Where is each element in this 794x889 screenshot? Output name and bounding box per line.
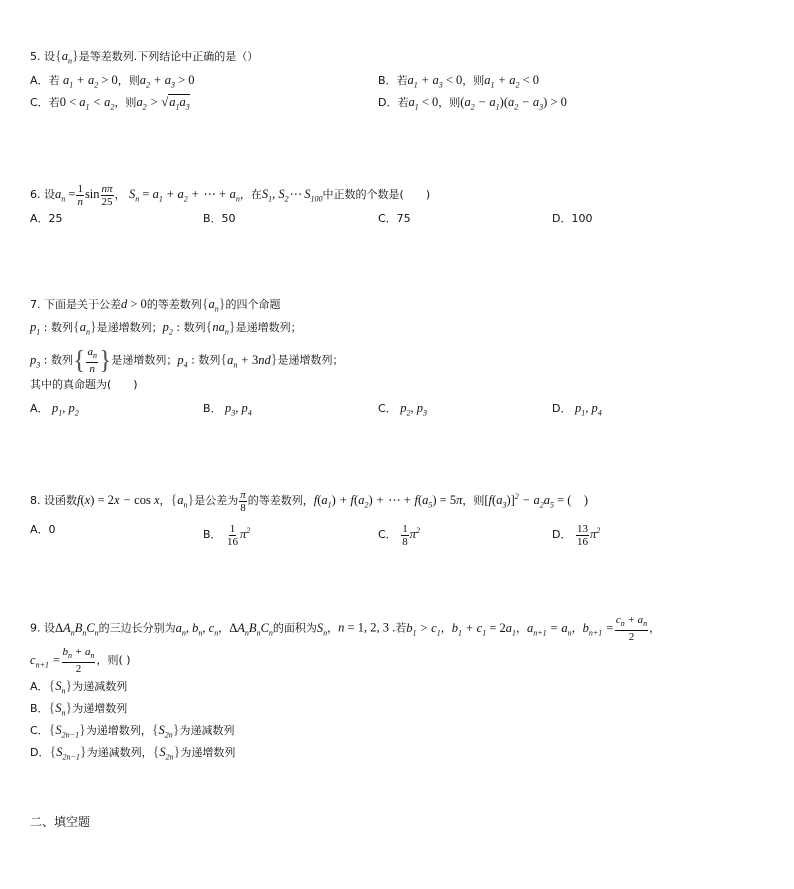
q6-option-b[interactable]: B．50: [203, 212, 236, 225]
q5-option-c[interactable]: C．若$0 < a_1 < a_2$，则$a_2 > √a_1a_3$: [30, 95, 190, 112]
section-heading: 二、填空题: [30, 815, 91, 829]
q7-option-a[interactable]: A． $p_1$, $p_2$: [30, 401, 79, 418]
q6-option-a[interactable]: A．25: [30, 212, 63, 225]
q9-option-a[interactable]: A．$\{S_n\}$为递减数列: [30, 679, 128, 696]
q7-option-b[interactable]: B． $p_3$, $p_4$: [203, 401, 252, 418]
q7-which: 其中的真命题为( ): [30, 378, 138, 391]
q7-p3-p4: $p_3$ : 数列{ $\frac{a_n}{n}$ }是递增数列；$p_4$ : 数列$\{a_n + 3nd\}$是递增数列；: [30, 345, 344, 376]
q8-option-c[interactable]: C． $\frac{1}{8}$ $\pi^2$: [378, 522, 420, 548]
q8-option-d[interactable]: D． $\frac{13}{16}$ $\pi^2$: [552, 522, 601, 548]
q9-stem-line1: 9. 设$\Delta A_nB_nC_n$的三边长分别为$a_n$, $b_n$, $c_n$，$\Delta A_nB_nC_n$的面积为$S_n$，n = 1, 2, 3 .若$b_1 > c_1$，$b_1 + c_1 = 2a_1$，$a_{n+1} = a_n$，$b_{n+1}$ = $\frac{c_n + a_n}{2}$ ，: [30, 614, 661, 644]
q7-option-c[interactable]: C． $p_2$, $p_3$: [378, 401, 427, 418]
q8-stem: 8. 设函数f(x) = 2x − cos x，$\{a_n\}$是公差为 $\frac{\pi}{8}$ 的等差数列，$f(a_1) + f(a_2)$ + ⋯ + $f(a_5) = 5\pi$，则$[f(a_3)]^2 - a_2a_5$ = ( ): [30, 488, 589, 514]
q7-option-d[interactable]: D． $p_1$, $p_4$: [552, 401, 602, 418]
q9-option-c[interactable]: C．$\{S_{2n-1}\}$为递增数列，$\{S_{2n}\}$为递减数列: [30, 723, 235, 740]
q5-stem-suffix: 是等差数列.下列结论中正确的是（）: [78, 50, 259, 63]
q6-option-c[interactable]: C．75: [378, 212, 411, 225]
q5-option-d[interactable]: D．若$a_1 < 0$，则$(a_2 - a_1)(a_2 - a_3) > 0$: [378, 95, 567, 112]
q5-stem-prefix: 5. 设: [30, 50, 55, 63]
q5-option-a[interactable]: A．若 $a_1 + a_2 > 0$，则$a_2 + a_3 > 0$: [30, 73, 195, 90]
q5-stem: 5. 设$\{a_n\}$是等差数列.下列结论中正确的是（）: [30, 49, 259, 66]
q7-stem: 7. 下面是关于公差d > 0的等差数列$\{a_n\}$的四个命题: [30, 297, 281, 314]
q8-option-a[interactable]: A．0: [30, 523, 56, 536]
q8-option-b[interactable]: B． $\frac{1}{16}$ $\pi^2$: [203, 522, 251, 548]
q6-stem: 6. 设$a_n$ = $\frac{1}{n}$ sin $\frac{n\pi}{25}$ ， $S_n = a_1 + a_2$ + ⋯ + $a_n$，在$S_1$, $S_2\cdots$ $S_{100}$中正数的个数是( ): [30, 182, 431, 208]
q7-p1-p2: $p_1$ : 数列$\{a_n\}$是递增数列；$p_2$ : 数列$\{na_n\}$是递增数列；: [30, 320, 302, 337]
q9-option-d[interactable]: D．$\{S_{2n-1}\}$为递减数列，$\{S_{2n}\}$为递增数列: [30, 745, 236, 762]
q9-stem-line2: $c_{n+1}$ = $\frac{b_n + a_n}{2}$ ，则( ): [30, 646, 131, 676]
q9-option-b[interactable]: B．$\{S_n\}$为递增数列: [30, 701, 128, 718]
q6-option-d[interactable]: D．100: [552, 212, 593, 225]
q5-option-b[interactable]: B．若$a_1 + a_3 < 0$，则$a_1 + a_2 < 0$: [378, 73, 540, 90]
